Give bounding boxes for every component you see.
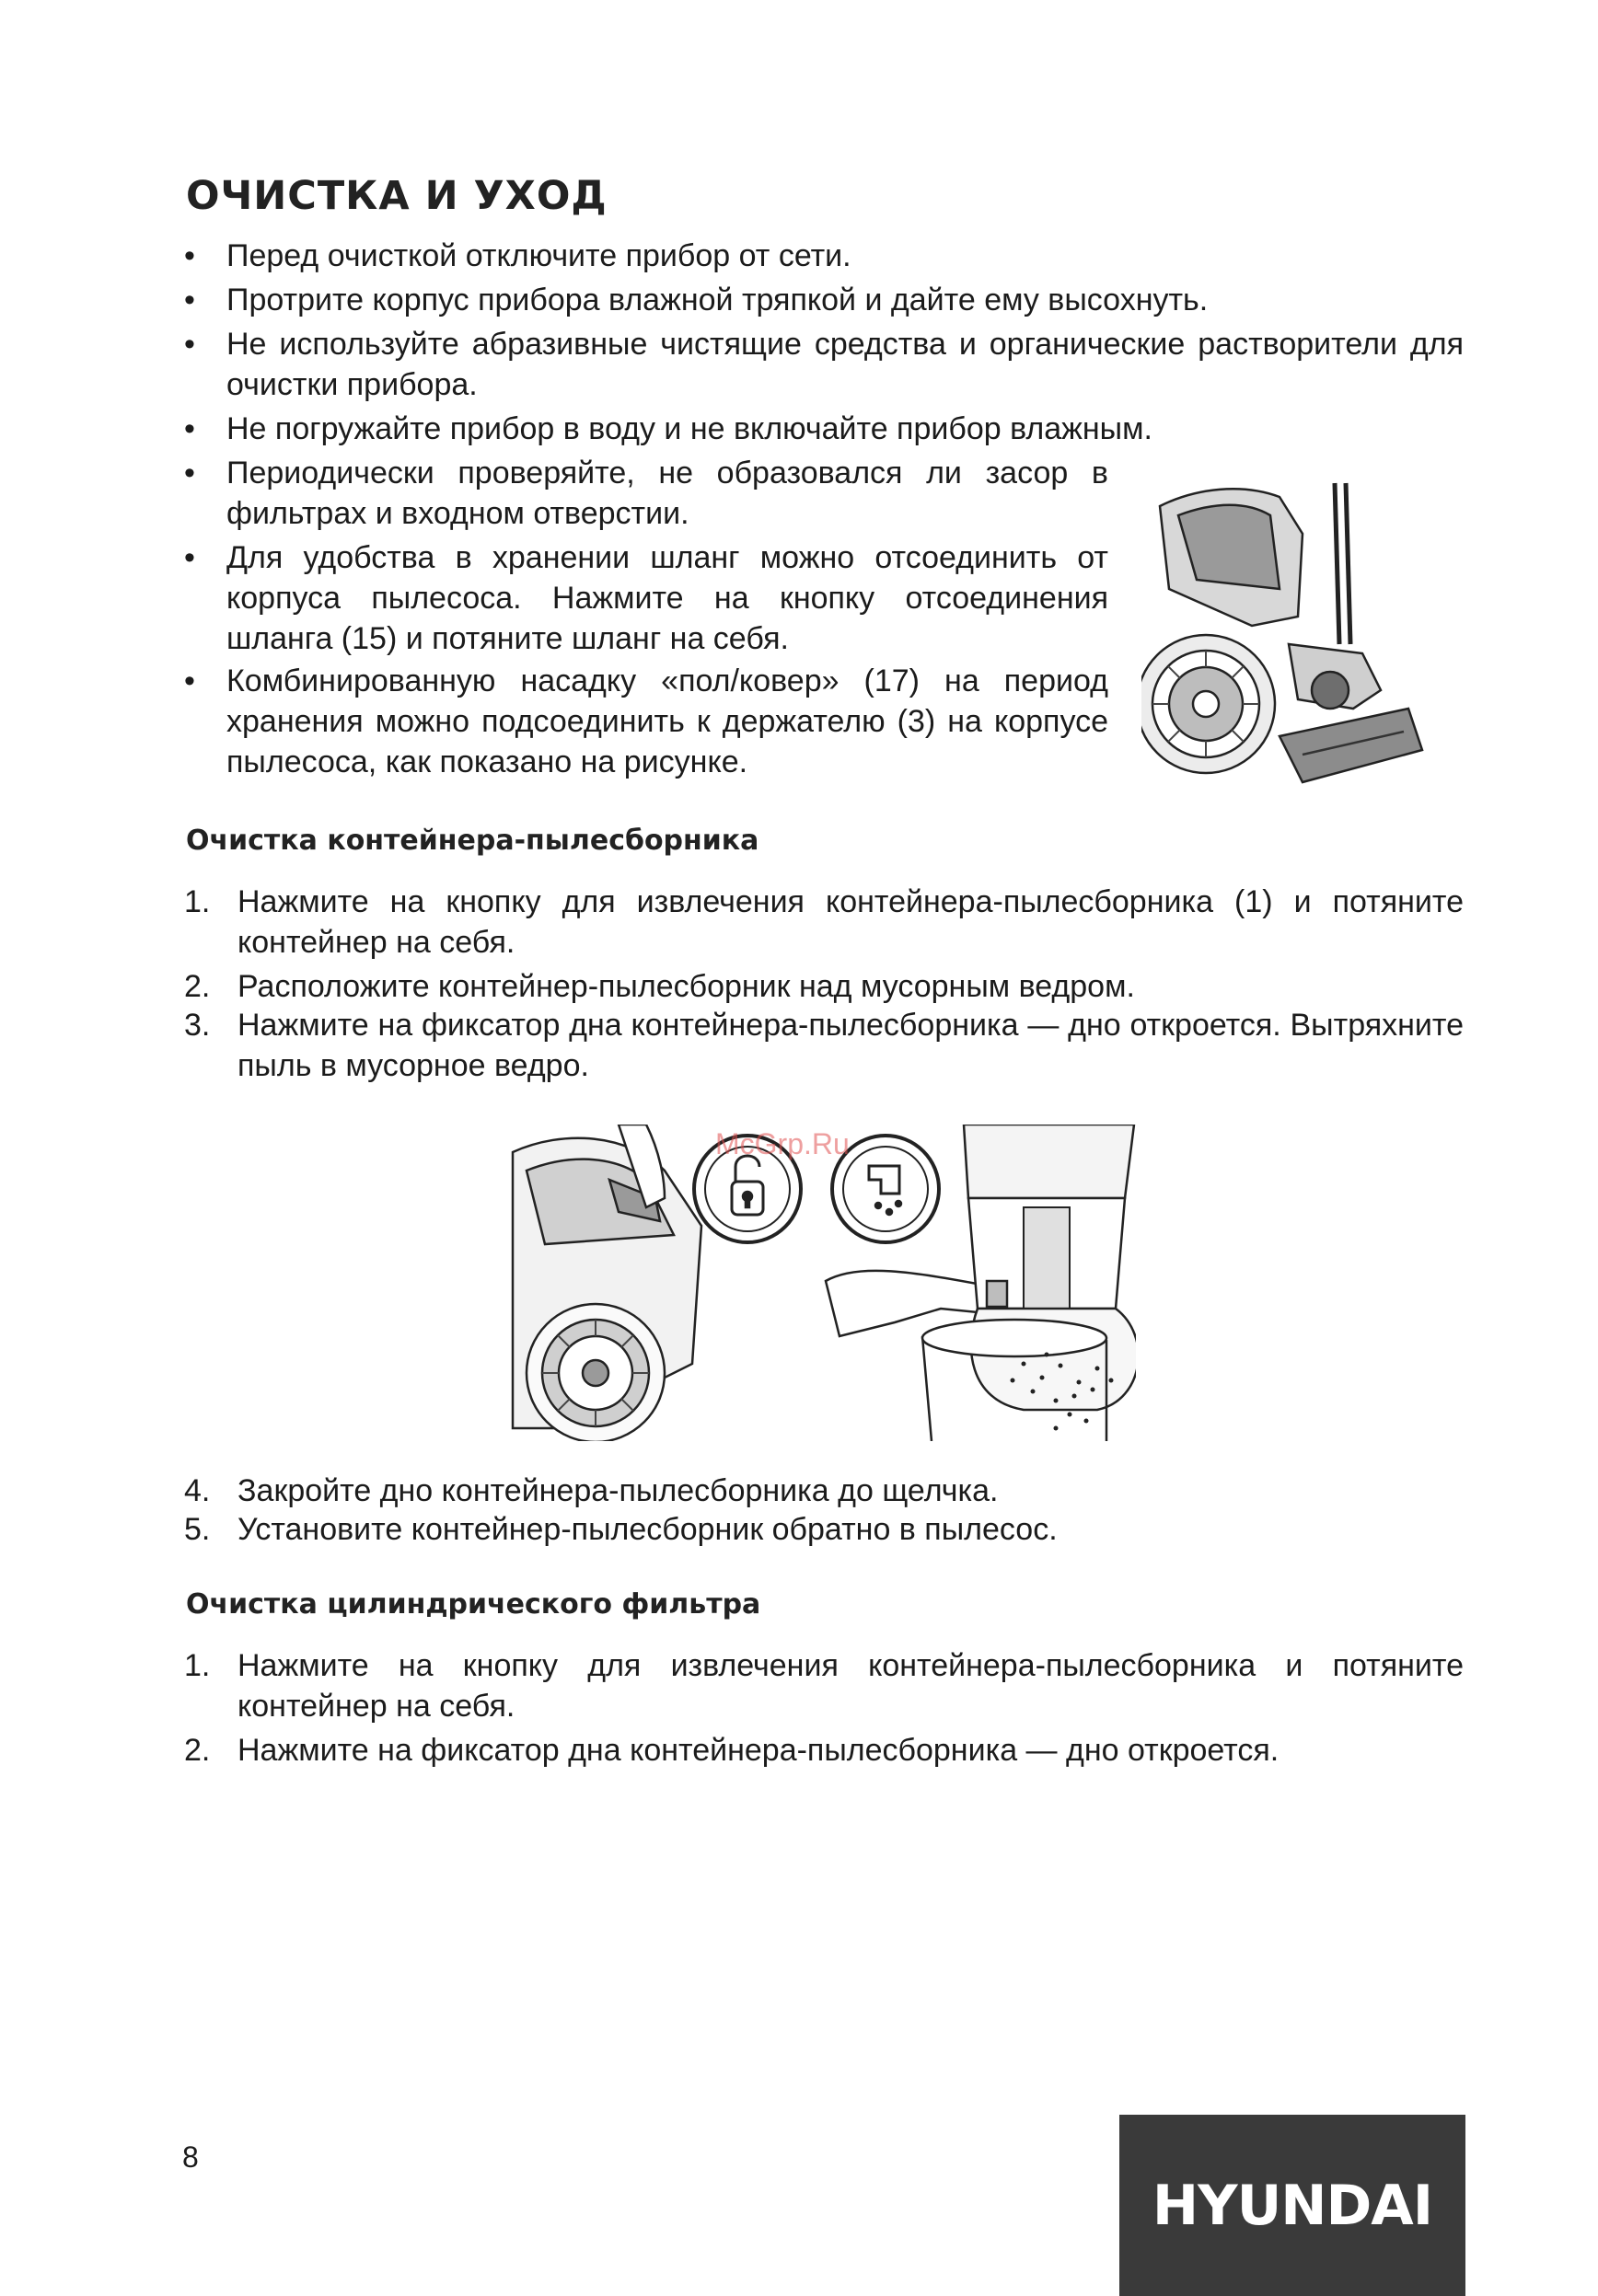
step-text: Нажмите на кнопку для извлечения контейнера-пылесборника и потяните контейнер на себя. bbox=[237, 1648, 1464, 1724]
bullet-item: • Не погружайте прибор в воду и не включайте прибор влажным. bbox=[226, 409, 1464, 449]
bullet-item: • Протрите корпус прибора влажной тряпкой и дайте ему высохнуть. bbox=[226, 280, 1464, 320]
page-number: 8 bbox=[182, 2140, 199, 2174]
bullet-item: • Комбинированную насадку «пол/ковер» (17) на период хранения можно подсоединить к держателю (3) на корпусе пылесоса, как показано на рисунке. bbox=[226, 661, 1108, 782]
step-number: 2. bbox=[184, 969, 211, 1004]
bullet-item: • Периодически проверяйте, не образовался ли засор в фильтрах и входном отверстии. bbox=[226, 453, 1108, 534]
watermark: McGrp.Ru bbox=[715, 1127, 850, 1160]
page-title: ОЧИСТКА И УХОД bbox=[186, 173, 608, 219]
list-item bbox=[184, 1471, 1464, 1511]
step-number: 3. bbox=[184, 1008, 211, 1043]
step-number: 2. bbox=[184, 1733, 211, 1768]
list-item bbox=[184, 966, 1464, 1007]
step-number: 1. bbox=[184, 1648, 211, 1683]
step-text: Нажмите на фиксатор дна контейнера-пылесборника — дно откроется. bbox=[237, 1733, 1280, 1768]
vacuum-parking-illustration bbox=[1141, 479, 1436, 791]
list-item bbox=[184, 882, 1464, 963]
section-title-cylinder-filter: Очистка цилиндрического фильтра bbox=[186, 1588, 761, 1621]
step-text: Закройте дно контейнера-пылесборника до щелчка. bbox=[237, 1473, 999, 1508]
list-item bbox=[184, 1645, 1464, 1726]
step-number: 5. bbox=[184, 1512, 211, 1547]
list-item bbox=[184, 1730, 1464, 1771]
brand-logo: HYUNDAI bbox=[1119, 2115, 1465, 2296]
list-item bbox=[184, 1005, 1464, 1086]
section-title-dust-container: Очистка контейнера-пылесборника bbox=[186, 825, 759, 857]
step-number: 4. bbox=[184, 1473, 211, 1508]
container-emptying-illustration bbox=[508, 1125, 1136, 1441]
step-text: Установите контейнер-пылесборник обратно в пылесос. bbox=[237, 1512, 1058, 1547]
step-text: Нажмите на кнопку для извлечения контейнера-пылесборника (1) и потяните контейнер на себя. bbox=[237, 884, 1464, 960]
list-item bbox=[184, 1509, 1464, 1550]
step-text: Нажмите на фиксатор дна контейнера-пылесборника — дно откроется. Вытряхните пыль в мусорное ведро. bbox=[237, 1008, 1464, 1083]
bullet-item: • Для удобства в хранении шланг можно отсоединить от корпуса пылесоса. Нажмите на кнопку отсоединения шланга (15) и потяните шланг на себя. bbox=[226, 537, 1108, 659]
step-number: 1. bbox=[184, 884, 211, 919]
bullet-item: • Не используйте абразивные чистящие средства и органические растворители для очистки прибора. bbox=[226, 324, 1464, 405]
step-text: Расположите контейнер-пылесборник над мусорным ведром. bbox=[237, 969, 1135, 1004]
bullet-item: • Перед очисткой отключите прибор от сети. bbox=[226, 236, 1464, 276]
